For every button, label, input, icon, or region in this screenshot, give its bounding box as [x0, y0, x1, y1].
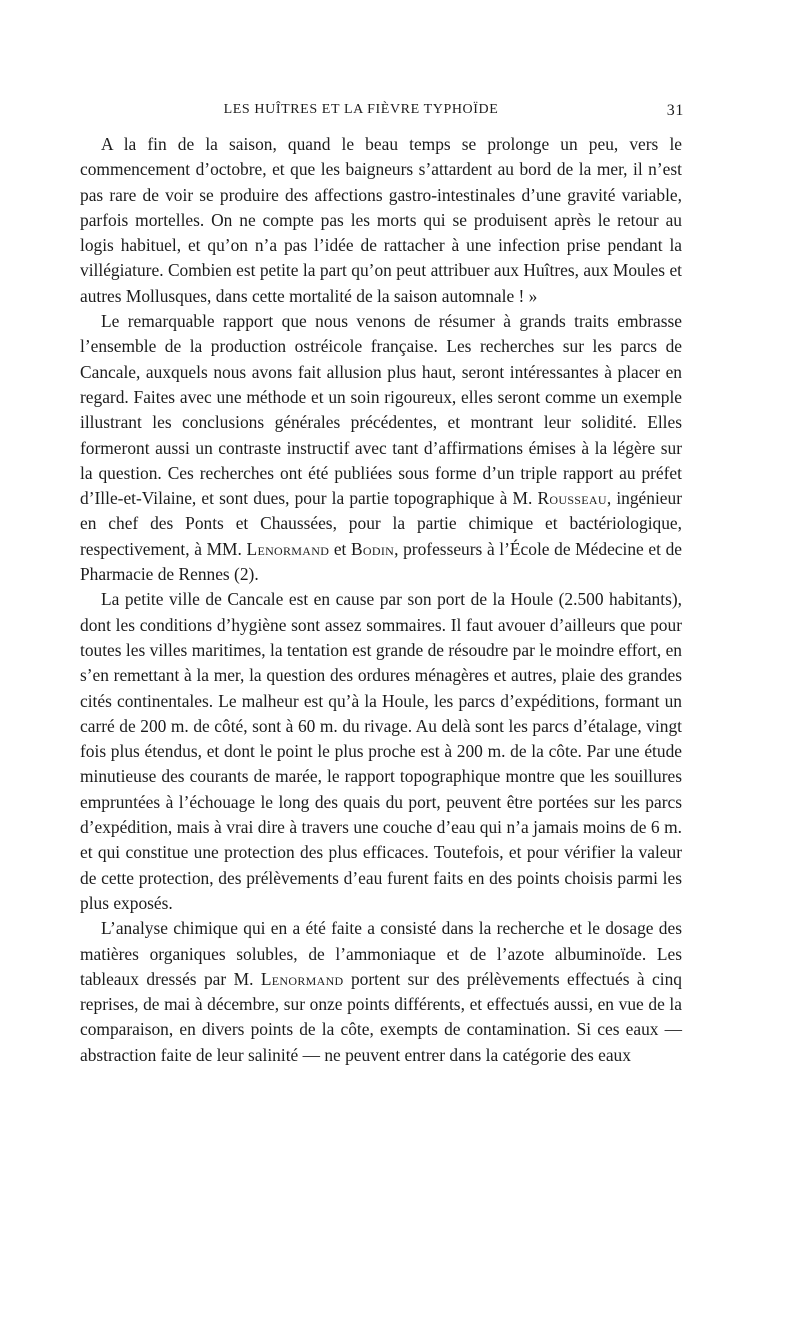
paragraph-4-text-b: portent sur des prélèvements effectués à cinq reprises, de mai à décembre, sur onze points différents, et effectués aussi, en vue de la comparaison, en divers points de la côte, exempts de contamination. Si ces eaux — abstraction faite de leur salinité — ne peuvent entrer dans la catégorie des eaux: [80, 968, 682, 1065]
page-number: 31: [666, 102, 684, 119]
paragraph-4: [80, 916, 682, 1068]
author-name-rousseau: Rousseau: [537, 488, 607, 509]
paragraph-2: [80, 309, 682, 587]
running-head: [80, 98, 682, 128]
paragraph-2-text-b: , ingénieur en chef des Ponts et Chaussées, pour la partie chimique et bactériologique, respectivement, à MM.: [80, 488, 682, 559]
body-text: [80, 132, 682, 1068]
paragraph-3: La petite ville de Cancale est en cause par son port de la Houle (2.500 habitants), dont les conditions d’hygiène sont assez sommaires. Il faut avouer d’ailleurs que pour toutes les villes maritimes, la tentation est grande de résoudre par le moindre effort, en s’en remettant à la mer, la question des ordures ménagères et autres, plaie des grandes cités continentales. Le malheur est qu’à la Houle, les parcs d’expéditions, formant un carré de 200 m. de côté, sont à 60 m. du rivage. Au delà sont les parcs d’étalage, vingt fois plus étendus, et dont le point le plus proche est à 200 m. de la côte. Par une étude minutieuse des courants de marée, le rapport topographique montre que les souillures empruntées à l’échouage le long des quais du port, peuvent être portées sur les parcs d’expédition, mais à vrai dire à travers une couche d’eau qui n’a jamais moins de 6 m. et qui constitue une protection des plus efficaces. Toutefois, et pour vérifier la valeur de cette protection, des prélèvements d’eau furent faits en des points choisis parmi les plus exposés.: [80, 589, 682, 913]
paragraph-2-text-d: , professeurs à l’École de Médecine et de Pharmacie de Rennes (2).: [80, 538, 682, 585]
author-name-lenormand: Lenormand: [246, 538, 330, 559]
paragraph-2-text-c: et: [333, 538, 347, 559]
book-page: [80, 98, 682, 1068]
author-name-lenormand-2: Lenormand: [260, 968, 344, 989]
paragraph-2-text-a: Le remarquable rapport que nous venons de résumer à grands traits embrasse l’ensemble de la production ostréicole française. Les recherches sur les parcs de Cancale, auxquels nous avons fait allusion plus haut, seront intéressantes à placer en regard. Faites avec une méthode et un soin rigoureux, elles seront comme un exemple illustrant les conclusions générales précédentes, et montrant leur solidité. Elles formeront aussi un contraste instructif avec tant d’affirmations émises à la légère sur la question. Ces recherches ont été publiées sous forme d’un triple rapport au préfet d’Ille-et-Vilaine, et sont dues, pour la partie topographique à M.: [80, 311, 682, 509]
paragraph-4-text-a: L’analyse chimique qui en a été faite a consisté dans la recherche et le dosage des matières organiques solubles, de l’ammoniaque et de l’azote albuminoïde. Les tableaux dressés par M.: [80, 918, 682, 989]
author-name-bodin: Bodin: [351, 538, 395, 559]
paragraph-1: A la fin de la saison, quand le beau temps se prolonge un peu, vers le commencement d’octobre, et que les baigneurs s’attardent au bord de la mer, il n’est pas rare de voir se produire des affections gastro-intestinales d’une gravité variable, parfois mortelles. On ne compte pas les morts qui se produisent après le retour au logis habituel, et qu’on n’a pas l’idée de rattacher à une infection prise pendant la villégiature. Combien est petite la part qu’on peut attribuer aux Huîtres, aux Moules et autres Mollusques, dans cette mortalité de la saison automnale ! »: [80, 134, 682, 306]
running-title: LES HUÎTRES ET LA FIÈVRE TYPHOÏDE: [223, 102, 499, 117]
